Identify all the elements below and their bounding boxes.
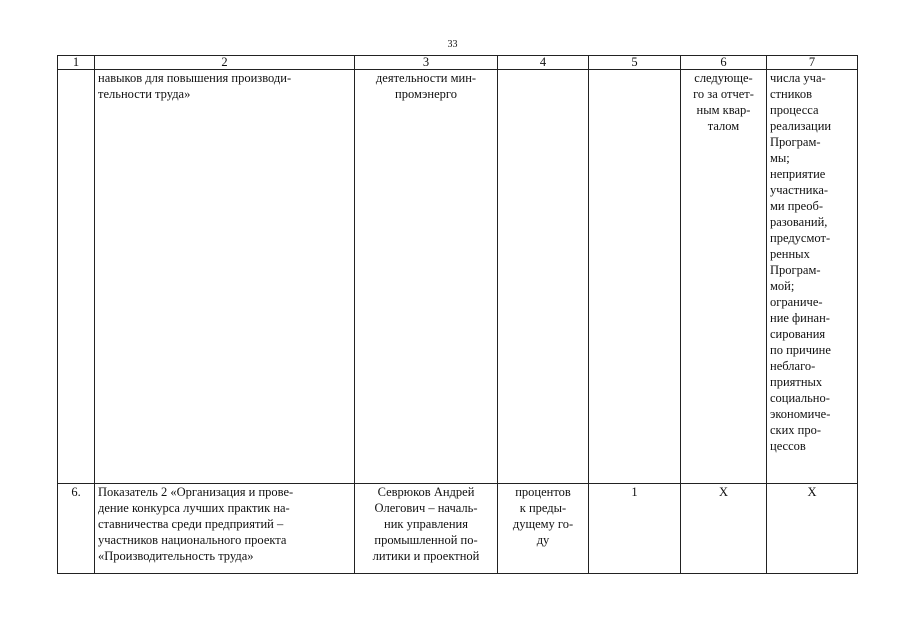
deadline-cell: следующе- го за отчет- ным квар- талом xyxy=(681,70,767,484)
responsible-cell: Севрюков Андрей Олегович – началь- ник управления промышленной по- литики и проектной xyxy=(355,484,498,574)
row-number-cell xyxy=(58,70,95,484)
column-header: 6 xyxy=(681,56,767,70)
risks-cell: Х xyxy=(767,484,858,574)
unit-cell xyxy=(498,70,589,484)
deadline-cell: Х xyxy=(681,484,767,574)
risks-cell: числа уча- стников процесса реализации Програм- мы; неприятие участника- ми преоб- разований, предусмот- ренных Програм- мой; ограниче- ние финан- сирования по причине неблаго- приятных социально- экономиче- ских про- цессов xyxy=(767,70,858,484)
column-header: 5 xyxy=(589,56,681,70)
column-header: 2 xyxy=(95,56,355,70)
table-row xyxy=(58,70,858,484)
page-number: 33 xyxy=(447,39,458,50)
indicator-table xyxy=(57,55,858,574)
row-number-cell: 6. xyxy=(58,484,95,574)
indicator-name-cell: Показатель 2 «Организация и прове- дение конкурса лучших практик на- ставничества среди предприятий – участников национального проекта «Производительность труда» xyxy=(95,484,355,574)
value-cell: 1 xyxy=(589,484,681,574)
responsible-cell: деятельности мин- промэнерго xyxy=(355,70,498,484)
column-header: 4 xyxy=(498,56,589,70)
value-cell xyxy=(589,70,681,484)
column-header: 7 xyxy=(767,56,858,70)
table-row xyxy=(58,484,858,574)
indicator-name-cell: навыков для повышения производи- тельности труда» xyxy=(95,70,355,484)
unit-cell: процентов к преды- дущему го- ду xyxy=(498,484,589,574)
column-header: 3 xyxy=(355,56,498,70)
table-header-row xyxy=(58,56,858,70)
column-header: 1 xyxy=(58,56,95,70)
